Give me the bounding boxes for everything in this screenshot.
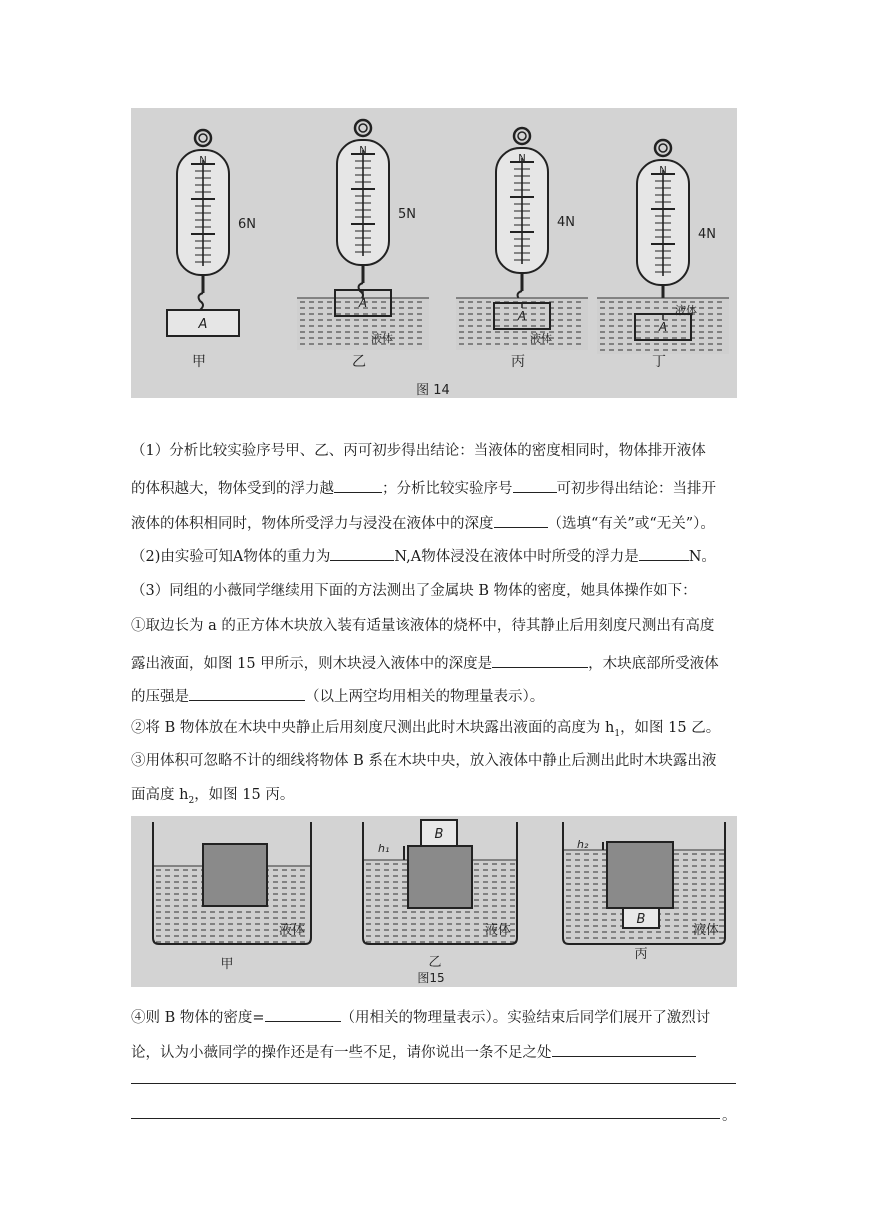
figure-14-caption: 图 14 [416, 383, 450, 398]
scale-ring [655, 140, 671, 156]
answer-blank-gravity[interactable] [330, 544, 394, 561]
step1-line1: ①取边长为 a 的正方体木块放入装有适量该液体的烧杯中，待其静止后用刻度尺测出有高度 [131, 618, 715, 634]
step2-line [131, 718, 720, 744]
liquid-label: 液体 [530, 332, 552, 345]
scale-unit: N [199, 155, 207, 166]
figure-14-drawing [131, 108, 737, 398]
setup-label: 丙 [511, 354, 525, 370]
wood-block [203, 844, 267, 906]
answer-blank-immersion-depth[interactable] [492, 651, 588, 668]
wood-block [607, 842, 673, 908]
spring-scale-1 [167, 130, 256, 370]
scale-unit: N [659, 165, 667, 176]
scale-reading: 4N [698, 227, 716, 242]
step1-text-b: ，木块底部所受液体 [588, 656, 719, 672]
figure-14 [131, 108, 737, 398]
scale-reading: 6N [238, 217, 256, 232]
figure-15 [131, 816, 737, 987]
q2-text-a: （2)由实验可知A物体的重力为 [131, 549, 331, 565]
q2-line [131, 544, 716, 567]
height-label: h₂ [577, 838, 589, 851]
answer-line-1[interactable] [131, 1083, 736, 1084]
setup-label: 乙 [428, 955, 442, 970]
block-a-label: A [517, 309, 527, 323]
answer-blank-buoyant-force[interactable] [639, 544, 689, 561]
step1-line3 [131, 684, 544, 707]
step2-subscript: 1 [614, 728, 621, 739]
q1-text-d: 液体的体积相同时，物体所受浮力与浸没在液体中的深度 [131, 516, 494, 532]
liquid-label: 液体 [484, 923, 511, 938]
figure-15-drawing [131, 816, 737, 987]
liquid-label: 液体 [371, 332, 393, 345]
liquid-label: 液体 [692, 923, 719, 938]
q2-text-c: N。 [688, 549, 716, 565]
answer-blank-depth-relation[interactable] [494, 511, 548, 528]
liquid-label: 液体 [278, 923, 305, 938]
end-mark: 。 [722, 1108, 737, 1124]
setup-label: 乙 [352, 354, 366, 370]
step4-line2 [131, 1040, 696, 1063]
q1-text-c: 可初步得出结论：当排开 [556, 481, 716, 497]
block-b-label: B [636, 912, 646, 927]
scale-unit: N [518, 153, 526, 164]
setup-label: 甲 [192, 354, 206, 370]
q2-text-b: N,A物体浸没在液体中时所受的浮力是 [394, 549, 639, 565]
step4-text-c: 论，认为小薇同学的操作还是有一些不足，请你说出一条不足之处 [131, 1045, 552, 1061]
spring-scale-2 [297, 120, 429, 370]
answer-blank-pressure[interactable] [189, 684, 305, 701]
step2-text-b: ，如图 15 乙。 [620, 720, 721, 736]
step4-text-b: （用相关的物理量表示）。实验结束后同学们展开了激烈讨 [340, 1010, 711, 1026]
scale-ring [514, 128, 530, 144]
scale-hook [199, 293, 203, 310]
step3-line1: ③用体积可忽略不计的细线将物体 B 系在木块中央，放入液体中静止后测出此时木块露出液 [131, 753, 717, 769]
step1-text-d: （以上两空均用相关的物理量表示）。 [305, 689, 545, 705]
q1-line3 [131, 511, 715, 534]
step3-text-a: 面高度 h [131, 787, 189, 803]
scale-ring [195, 130, 211, 146]
q1-text-e: （选填“有关”或“无关”）。 [547, 516, 715, 532]
spring-scale-4 [597, 140, 729, 370]
q3-line: （3）同组的小薇同学继续用下面的方法测出了金属块 B 物体的密度，她具体操作如下： [131, 583, 697, 599]
answer-blank-experiment-numbers[interactable] [513, 476, 557, 493]
scale-reading: 4N [557, 215, 575, 230]
wood-block [408, 846, 472, 908]
beaker-2 [363, 820, 517, 944]
answer-line-2[interactable] [131, 1118, 720, 1119]
scale-unit: N [359, 145, 367, 156]
block-a-label: A [198, 317, 208, 332]
block-a-label: A [358, 296, 368, 310]
liquid-label: 液体 [675, 304, 697, 317]
step1-line2 [131, 651, 719, 674]
setup-label: 丁 [652, 354, 666, 370]
q1-text-b: ；分析比较实验序号 [382, 481, 513, 497]
answer-blank-shortcoming[interactable] [552, 1040, 696, 1057]
step3-line2 [131, 785, 294, 811]
setup-label: 甲 [220, 957, 234, 972]
beaker-3 [563, 822, 725, 944]
step1-text-a: 露出液面，如图 15 甲所示，则木块浸入液体中的深度是 [131, 656, 493, 672]
beaker-1 [153, 822, 311, 944]
step3-subscript: 2 [188, 795, 195, 806]
spring-scale-3 [456, 128, 588, 370]
answer-blank-buoyancy[interactable] [334, 476, 382, 493]
setup-label: 丙 [634, 947, 648, 962]
q1-text-a: 的体积越大，物体受到的浮力越 [131, 481, 334, 497]
step2-text-a: ②将 B 物体放在木块中央静止后用刻度尺测出此时木块露出液面的高度为 h [131, 720, 615, 736]
block-a-label: A [658, 320, 668, 334]
step3-text-b: ，如图 15 丙。 [194, 787, 295, 803]
step4-line1 [131, 1005, 710, 1028]
height-label: h₁ [378, 842, 390, 855]
q1-line2 [131, 476, 716, 499]
step4-text-a: ④则 B 物体的密度= [131, 1010, 265, 1026]
step1-text-c: 的压强是 [131, 689, 189, 705]
block-b-label: B [434, 827, 444, 842]
scale-reading: 5N [398, 207, 416, 222]
q1-line1: （1）分析比较实验序号甲、乙、丙可初步得出结论：当液体的密度相同时，物体排开液体 [131, 443, 706, 459]
answer-blank-density[interactable] [265, 1005, 341, 1022]
scale-ring [355, 120, 371, 136]
figure-15-caption: 图15 [417, 971, 445, 985]
